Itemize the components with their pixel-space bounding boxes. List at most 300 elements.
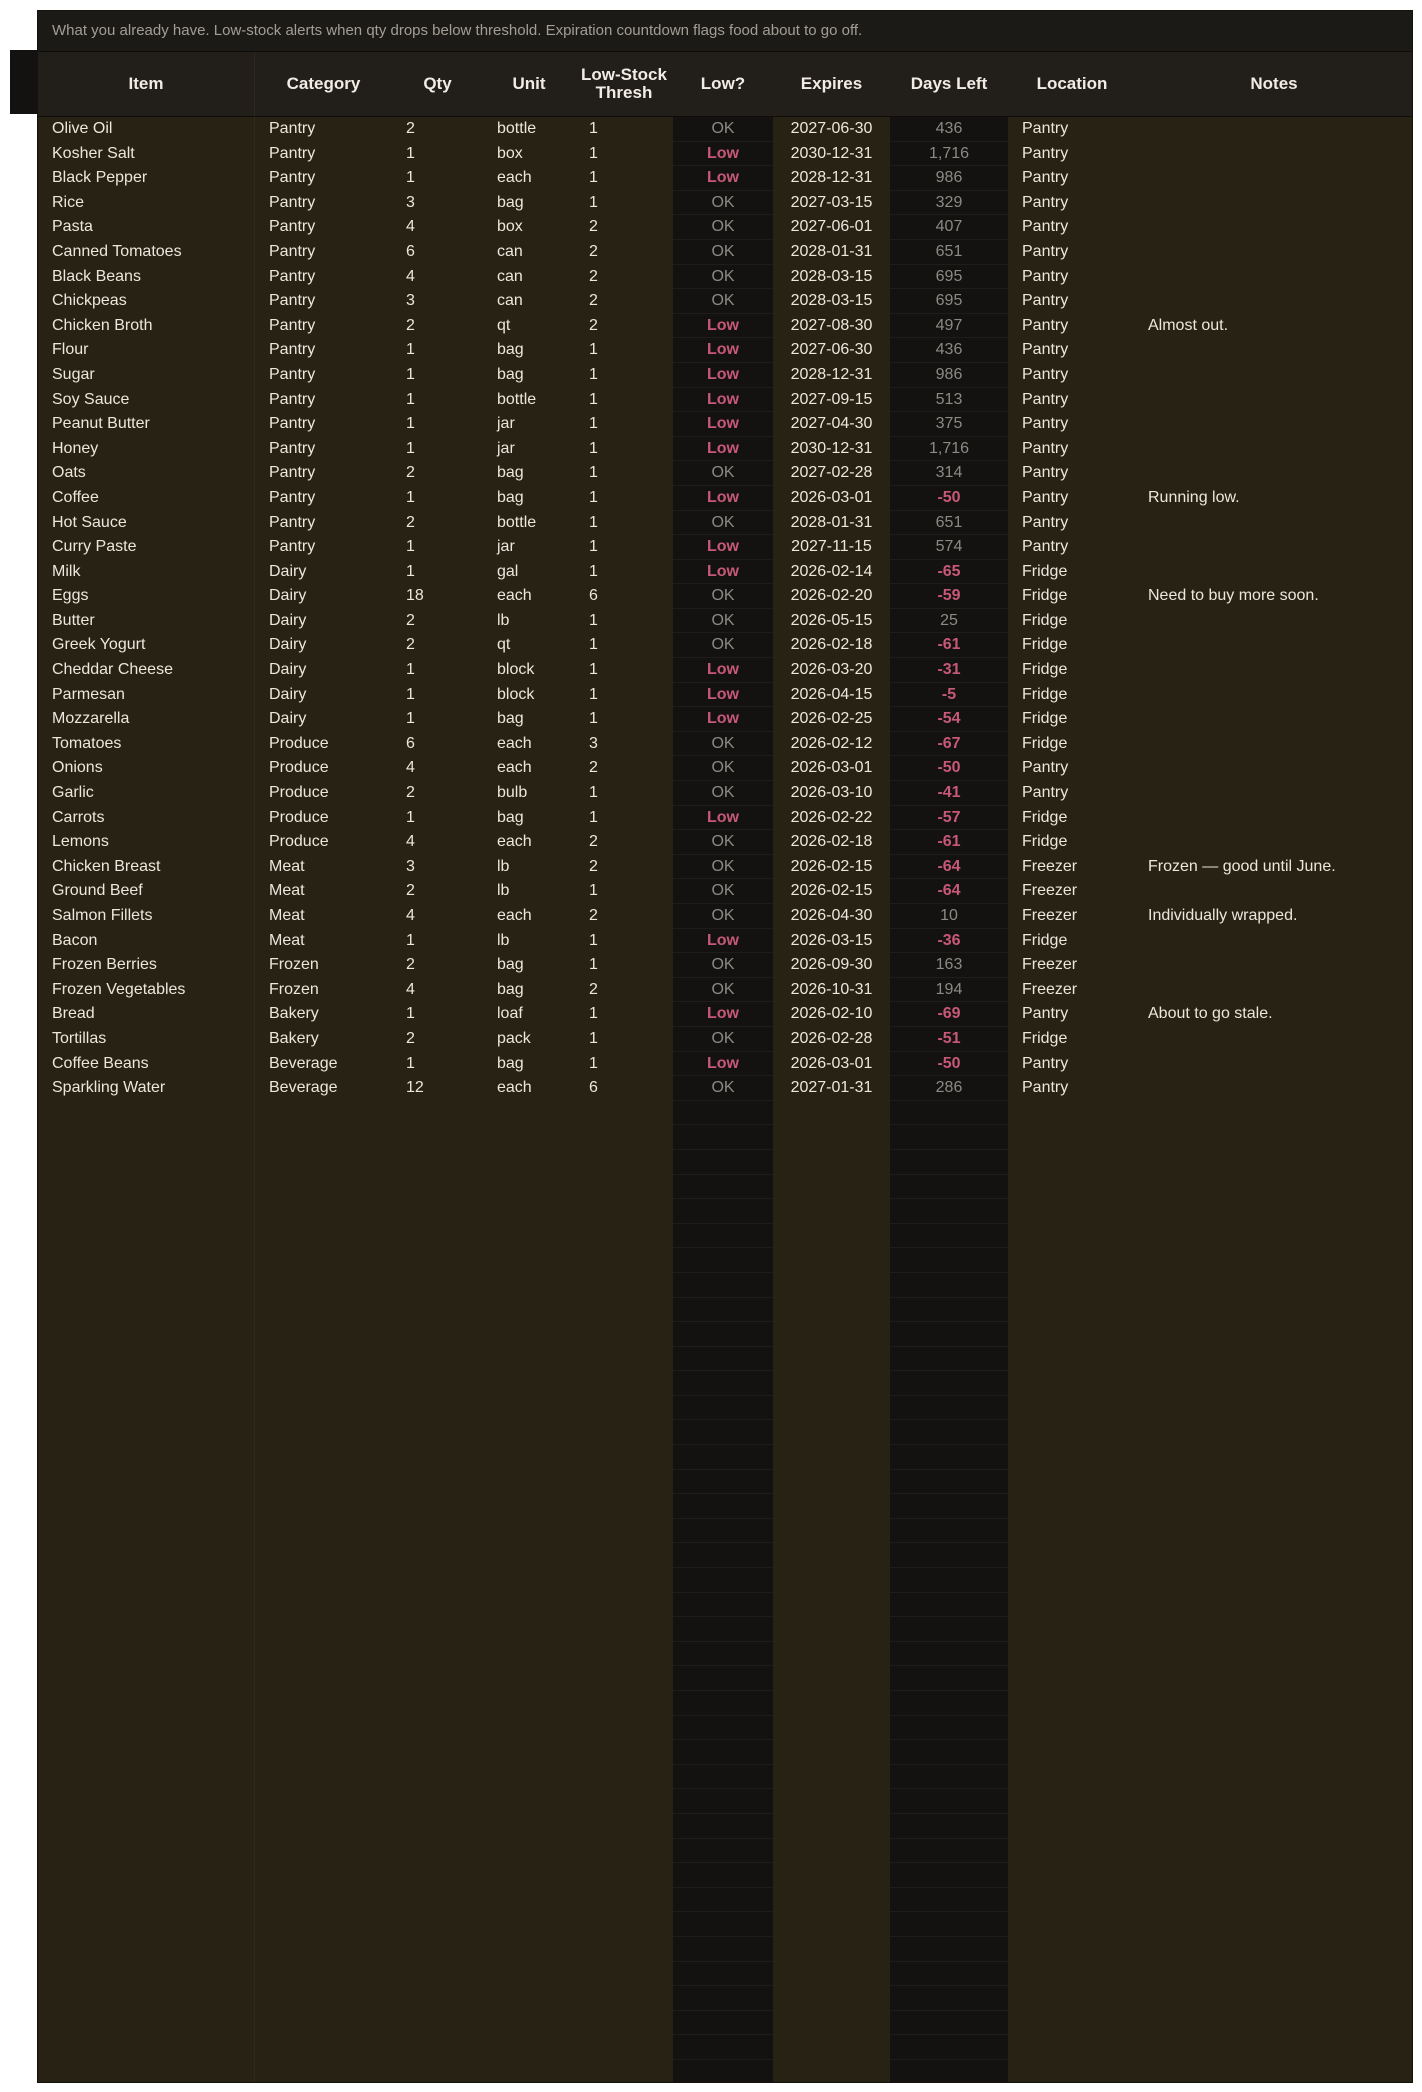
cell-days-left[interactable]: -41: [890, 781, 1008, 806]
cell-unit-empty[interactable]: [483, 1224, 575, 1249]
cell-category-empty[interactable]: [255, 1175, 392, 1200]
cell-notes-empty[interactable]: [1136, 1593, 1412, 1618]
cell-days-left[interactable]: -69: [890, 1002, 1008, 1027]
cell-location-empty[interactable]: [1008, 1445, 1136, 1470]
cell-low-flag[interactable]: OK: [673, 191, 773, 216]
cell-days-left-empty[interactable]: [890, 1224, 1008, 1249]
cell-notes[interactable]: Need to buy more soon.: [1148, 587, 1319, 605]
empty-row[interactable]: [38, 1568, 1412, 1593]
cell-unit-empty[interactable]: [483, 1298, 575, 1323]
empty-row[interactable]: [38, 2060, 1412, 2083]
cell-notes[interactable]: [1136, 830, 1412, 855]
table-row[interactable]: [38, 1076, 1412, 1101]
cell-item-empty[interactable]: [38, 1125, 255, 1150]
cell-unit-empty[interactable]: [483, 1568, 575, 1593]
cell-days-left-empty[interactable]: [890, 1765, 1008, 1790]
cell-category-empty[interactable]: [255, 1568, 392, 1593]
table-row[interactable]: [38, 338, 1412, 363]
cell-notes[interactable]: [1136, 388, 1412, 413]
cell-days-left-empty[interactable]: [890, 1519, 1008, 1544]
table-row[interactable]: [38, 609, 1412, 634]
cell-threshold-empty[interactable]: [575, 1298, 673, 1323]
cell-expires[interactable]: 2026-02-15: [790, 882, 873, 900]
cell-notes-empty[interactable]: [1136, 1273, 1412, 1298]
cell-notes[interactable]: [1136, 338, 1412, 363]
cell-location-empty[interactable]: [1008, 1150, 1136, 1175]
cell-days-left-empty[interactable]: [890, 1494, 1008, 1519]
cell-threshold[interactable]: 1: [589, 341, 598, 359]
cell-threshold-empty[interactable]: [575, 1347, 673, 1372]
cell-unit[interactable]: lb: [497, 611, 510, 629]
cell-low-flag-empty[interactable]: [673, 1125, 773, 1150]
cell-expires-empty[interactable]: [773, 1642, 890, 1667]
cell-expires-empty[interactable]: [773, 1986, 890, 2011]
cell-expires-empty[interactable]: [773, 1814, 890, 1839]
cell-location-empty[interactable]: [1008, 1494, 1136, 1519]
cell-item[interactable]: Cheddar Cheese: [38, 658, 255, 683]
cell-expires[interactable]: 2028-03-15: [790, 292, 873, 310]
cell-notes[interactable]: [1136, 978, 1412, 1003]
cell-threshold[interactable]: 1: [589, 685, 598, 703]
cell-threshold[interactable]: 6: [589, 1079, 598, 1097]
cell-qty-empty[interactable]: [392, 1273, 483, 1298]
cell-qty[interactable]: 1: [406, 808, 415, 826]
cell-notes[interactable]: [1136, 142, 1412, 167]
cell-category[interactable]: Produce: [269, 833, 329, 851]
cell-threshold-empty[interactable]: [575, 1962, 673, 1987]
cell-low-flag-empty[interactable]: [673, 1912, 773, 1937]
cell-unit-empty[interactable]: [483, 1420, 575, 1445]
cell-low-flag-empty[interactable]: [673, 2035, 773, 2060]
cell-notes-empty[interactable]: [1136, 1568, 1412, 1593]
cell-notes-empty[interactable]: [1136, 1420, 1412, 1445]
cell-low-flag[interactable]: OK: [673, 855, 773, 880]
cell-days-left-empty[interactable]: [890, 1740, 1008, 1765]
cell-notes-empty[interactable]: [1136, 1298, 1412, 1323]
cell-expires-empty[interactable]: [773, 1371, 890, 1396]
cell-notes[interactable]: [1136, 412, 1412, 437]
cell-notes[interactable]: [1136, 683, 1412, 708]
cell-category[interactable]: Pantry: [269, 488, 316, 506]
cell-category-empty[interactable]: [255, 1716, 392, 1741]
cell-unit-empty[interactable]: [483, 1347, 575, 1372]
cell-expires-empty[interactable]: [773, 1470, 890, 1495]
cell-category-empty[interactable]: [255, 1642, 392, 1667]
cell-qty-empty[interactable]: [392, 1125, 483, 1150]
cell-item[interactable]: Honey: [38, 437, 255, 462]
cell-days-left[interactable]: 986: [890, 363, 1008, 388]
cell-expires[interactable]: 2026-04-30: [790, 907, 873, 924]
cell-location[interactable]: Fridge: [1022, 931, 1068, 949]
cell-location-empty[interactable]: [1008, 1101, 1136, 1126]
cell-threshold[interactable]: 1: [589, 1029, 598, 1047]
cell-location[interactable]: Pantry: [1022, 513, 1069, 531]
cell-expires-empty[interactable]: [773, 1445, 890, 1470]
cell-qty-empty[interactable]: [392, 1494, 483, 1519]
cell-category-empty[interactable]: [255, 1445, 392, 1470]
cell-unit-empty[interactable]: [483, 1248, 575, 1273]
cell-unit-empty[interactable]: [483, 1937, 575, 1962]
cell-low-flag[interactable]: Low: [673, 412, 773, 437]
cell-location[interactable]: Fridge: [1022, 661, 1068, 679]
cell-location-empty[interactable]: [1008, 1593, 1136, 1618]
cell-unit[interactable]: each: [497, 759, 532, 777]
cell-expires-empty[interactable]: [773, 1347, 890, 1372]
cell-threshold-empty[interactable]: [575, 2011, 673, 2036]
cell-location[interactable]: Fridge: [1022, 685, 1068, 703]
cell-notes-empty[interactable]: [1136, 1543, 1412, 1568]
cell-low-flag[interactable]: Low: [673, 535, 773, 560]
empty-row[interactable]: [38, 1814, 1412, 1839]
cell-item-empty[interactable]: [38, 1863, 255, 1888]
table-row[interactable]: [38, 633, 1412, 658]
cell-category[interactable]: Pantry: [269, 242, 316, 260]
cell-threshold[interactable]: 1: [589, 488, 598, 506]
cell-item-empty[interactable]: [38, 1593, 255, 1618]
table-row[interactable]: [38, 363, 1412, 388]
cell-category-empty[interactable]: [255, 2035, 392, 2060]
cell-category-empty[interactable]: [255, 1224, 392, 1249]
cell-low-flag-empty[interactable]: [673, 1888, 773, 1913]
cell-location[interactable]: Pantry: [1022, 169, 1069, 187]
cell-notes-empty[interactable]: [1136, 1962, 1412, 1987]
cell-threshold[interactable]: 1: [589, 365, 598, 383]
cell-unit[interactable]: bag: [497, 341, 524, 359]
empty-row[interactable]: [38, 1322, 1412, 1347]
cell-low-flag[interactable]: Low: [673, 1052, 773, 1077]
empty-row[interactable]: [38, 1445, 1412, 1470]
cell-location[interactable]: Pantry: [1022, 415, 1069, 433]
cell-unit-empty[interactable]: [483, 1396, 575, 1421]
cell-low-flag[interactable]: OK: [673, 1027, 773, 1052]
col-header-location[interactable]: Location: [1036, 74, 1108, 93]
cell-days-left-empty[interactable]: [890, 1396, 1008, 1421]
cell-notes-empty[interactable]: [1136, 1863, 1412, 1888]
cell-category-empty[interactable]: [255, 2060, 392, 2083]
cell-qty[interactable]: 1: [406, 562, 415, 580]
cell-qty-empty[interactable]: [392, 1470, 483, 1495]
empty-row[interactable]: [38, 1912, 1412, 1937]
cell-low-flag-empty[interactable]: [673, 1298, 773, 1323]
cell-item-empty[interactable]: [38, 1199, 255, 1224]
cell-notes[interactable]: Individually wrapped.: [1148, 907, 1298, 924]
cell-notes-empty[interactable]: [1136, 1937, 1412, 1962]
cell-item-empty[interactable]: [38, 1494, 255, 1519]
cell-category[interactable]: Dairy: [269, 661, 307, 679]
cell-low-flag[interactable]: Low: [673, 486, 773, 511]
table-row[interactable]: [38, 412, 1412, 437]
cell-qty[interactable]: 3: [406, 292, 415, 310]
cell-threshold[interactable]: 1: [589, 784, 598, 802]
cell-location-empty[interactable]: [1008, 1740, 1136, 1765]
cell-item-empty[interactable]: [38, 1912, 255, 1937]
cell-location-empty[interactable]: [1008, 1617, 1136, 1642]
cell-threshold[interactable]: 1: [589, 661, 598, 679]
cell-days-left-empty[interactable]: [890, 1347, 1008, 1372]
cell-qty[interactable]: 18: [406, 587, 424, 605]
cell-days-left[interactable]: -31: [890, 658, 1008, 683]
cell-expires[interactable]: 2027-08-30: [790, 316, 873, 334]
cell-expires[interactable]: 2027-01-31: [790, 1079, 873, 1097]
cell-threshold-empty[interactable]: [575, 1691, 673, 1716]
cell-category-empty[interactable]: [255, 1101, 392, 1126]
cell-days-left[interactable]: 986: [890, 166, 1008, 191]
cell-qty[interactable]: 3: [406, 193, 415, 211]
cell-qty[interactable]: 3: [406, 857, 415, 875]
cell-threshold-empty[interactable]: [575, 1765, 673, 1790]
cell-low-flag[interactable]: OK: [673, 289, 773, 314]
cell-threshold[interactable]: 1: [589, 956, 598, 974]
cell-days-left[interactable]: 10: [890, 904, 1008, 929]
cell-unit[interactable]: bottle: [497, 513, 537, 531]
cell-notes[interactable]: [1136, 560, 1412, 585]
cell-notes[interactable]: [1136, 535, 1412, 560]
cell-notes[interactable]: [1136, 732, 1412, 757]
cell-expires-empty[interactable]: [773, 1494, 890, 1519]
cell-expires[interactable]: 2026-03-10: [790, 784, 873, 802]
cell-category-empty[interactable]: [255, 1371, 392, 1396]
cell-qty[interactable]: 1: [406, 685, 415, 703]
table-row[interactable]: [38, 1027, 1412, 1052]
cell-days-left[interactable]: 651: [890, 240, 1008, 265]
cell-days-left-empty[interactable]: [890, 1691, 1008, 1716]
cell-item-empty[interactable]: [38, 1986, 255, 2011]
cell-category-empty[interactable]: [255, 1986, 392, 2011]
cell-location-empty[interactable]: [1008, 1298, 1136, 1323]
cell-expires[interactable]: 2028-12-31: [790, 169, 873, 187]
cell-category[interactable]: Dairy: [269, 710, 307, 728]
cell-category[interactable]: Produce: [269, 808, 329, 826]
cell-unit-empty[interactable]: [483, 1371, 575, 1396]
cell-notes-empty[interactable]: [1136, 1912, 1412, 1937]
cell-threshold[interactable]: 3: [589, 734, 598, 752]
cell-expires-empty[interactable]: [773, 1863, 890, 1888]
cell-item[interactable]: Canned Tomatoes: [38, 240, 255, 265]
cell-item[interactable]: Onions: [38, 756, 255, 781]
cell-expires[interactable]: 2026-09-30: [790, 956, 873, 974]
cell-qty-empty[interactable]: [392, 1445, 483, 1470]
cell-expires[interactable]: 2028-01-31: [790, 513, 873, 531]
cell-low-flag[interactable]: OK: [673, 879, 773, 904]
cell-notes[interactable]: [1136, 289, 1412, 314]
cell-notes-empty[interactable]: [1136, 1494, 1412, 1519]
cell-unit[interactable]: bag: [497, 808, 524, 826]
cell-notes[interactable]: [1136, 1052, 1412, 1077]
cell-qty-empty[interactable]: [392, 1666, 483, 1691]
cell-location[interactable]: Pantry: [1022, 292, 1069, 310]
cell-days-left[interactable]: -59: [890, 584, 1008, 609]
cell-qty[interactable]: 6: [406, 734, 415, 752]
cell-low-flag-empty[interactable]: [673, 1420, 773, 1445]
cell-location-empty[interactable]: [1008, 1839, 1136, 1864]
cell-unit[interactable]: qt: [497, 636, 511, 654]
cell-qty-empty[interactable]: [392, 1839, 483, 1864]
cell-qty-empty[interactable]: [392, 1863, 483, 1888]
cell-item[interactable]: Kosher Salt: [38, 142, 255, 167]
cell-notes[interactable]: [1136, 658, 1412, 683]
cell-qty[interactable]: 4: [406, 833, 415, 851]
cell-low-flag[interactable]: Low: [673, 388, 773, 413]
cell-location-empty[interactable]: [1008, 1420, 1136, 1445]
cell-location-empty[interactable]: [1008, 1814, 1136, 1839]
cell-qty-empty[interactable]: [392, 1322, 483, 1347]
cell-low-flag[interactable]: Low: [673, 560, 773, 585]
cell-location[interactable]: Pantry: [1022, 1005, 1069, 1023]
cell-category-empty[interactable]: [255, 1248, 392, 1273]
cell-days-left-empty[interactable]: [890, 1568, 1008, 1593]
cell-item-empty[interactable]: [38, 1568, 255, 1593]
cell-expires[interactable]: 2026-03-15: [790, 931, 873, 949]
cell-threshold[interactable]: 1: [589, 611, 598, 629]
cell-threshold-empty[interactable]: [575, 1322, 673, 1347]
cell-unit[interactable]: jar: [497, 415, 515, 433]
cell-expires-empty[interactable]: [773, 1420, 890, 1445]
cell-low-flag-empty[interactable]: [673, 1101, 773, 1126]
cell-unit[interactable]: bag: [497, 956, 524, 974]
cell-expires[interactable]: 2026-02-20: [790, 587, 873, 605]
cell-qty-empty[interactable]: [392, 1617, 483, 1642]
cell-unit[interactable]: qt: [497, 316, 511, 334]
cell-threshold[interactable]: 2: [589, 316, 598, 334]
cell-notes-empty[interactable]: [1136, 1199, 1412, 1224]
cell-unit-empty[interactable]: [483, 1912, 575, 1937]
cell-threshold[interactable]: 1: [589, 931, 598, 949]
cell-threshold-empty[interactable]: [575, 1224, 673, 1249]
cell-item[interactable]: Lemons: [38, 830, 255, 855]
cell-category-empty[interactable]: [255, 1199, 392, 1224]
cell-item-empty[interactable]: [38, 2011, 255, 2036]
cell-threshold-empty[interactable]: [575, 1716, 673, 1741]
cell-notes[interactable]: [1136, 437, 1412, 462]
cell-qty-empty[interactable]: [392, 1420, 483, 1445]
cell-expires[interactable]: 2030-12-31: [790, 439, 873, 457]
cell-notes[interactable]: About to go stale.: [1148, 1005, 1273, 1023]
cell-threshold-empty[interactable]: [575, 2060, 673, 2083]
cell-days-left[interactable]: 314: [890, 461, 1008, 486]
cell-category[interactable]: Pantry: [269, 365, 316, 383]
cell-threshold[interactable]: 1: [589, 710, 598, 728]
cell-expires[interactable]: 2028-01-31: [790, 242, 873, 260]
cell-unit[interactable]: bag: [497, 464, 524, 482]
cell-item[interactable]: Soy Sauce: [38, 388, 255, 413]
cell-location-empty[interactable]: [1008, 1691, 1136, 1716]
cell-item[interactable]: Black Pepper: [38, 166, 255, 191]
cell-threshold-empty[interactable]: [575, 1789, 673, 1814]
cell-days-left-empty[interactable]: [890, 1273, 1008, 1298]
cell-low-flag[interactable]: OK: [673, 633, 773, 658]
cell-category[interactable]: Pantry: [269, 316, 316, 334]
empty-row[interactable]: [38, 1248, 1412, 1273]
cell-category-empty[interactable]: [255, 1937, 392, 1962]
cell-item-empty[interactable]: [38, 1666, 255, 1691]
cell-category-empty[interactable]: [255, 1150, 392, 1175]
cell-threshold[interactable]: 1: [589, 193, 598, 211]
cell-category[interactable]: Meat: [269, 907, 305, 924]
cell-threshold[interactable]: 1: [589, 1054, 598, 1072]
cell-category-empty[interactable]: [255, 1470, 392, 1495]
cell-qty[interactable]: 4: [406, 759, 415, 777]
cell-qty[interactable]: 4: [406, 980, 415, 998]
cell-location[interactable]: Fridge: [1022, 636, 1068, 654]
cell-qty-empty[interactable]: [392, 1740, 483, 1765]
cell-category[interactable]: Pantry: [269, 390, 316, 408]
cell-low-flag-empty[interactable]: [673, 1617, 773, 1642]
cell-qty-empty[interactable]: [392, 1716, 483, 1741]
cell-days-left-empty[interactable]: [890, 1962, 1008, 1987]
cell-expires[interactable]: 2028-12-31: [790, 365, 873, 383]
cell-item[interactable]: Ground Beef: [38, 879, 255, 904]
cell-unit[interactable]: lb: [497, 931, 510, 949]
cell-category[interactable]: Pantry: [269, 144, 316, 162]
cell-unit[interactable]: each: [497, 833, 532, 851]
cell-days-left-empty[interactable]: [890, 1888, 1008, 1913]
cell-low-flag-empty[interactable]: [673, 1248, 773, 1273]
cell-unit-empty[interactable]: [483, 2035, 575, 2060]
cell-unit[interactable]: lb: [497, 882, 510, 900]
cell-expires-empty[interactable]: [773, 1224, 890, 1249]
cell-location[interactable]: Pantry: [1022, 439, 1069, 457]
cell-notes-empty[interactable]: [1136, 1765, 1412, 1790]
cell-qty-empty[interactable]: [392, 1519, 483, 1544]
cell-low-flag-empty[interactable]: [673, 1371, 773, 1396]
cell-low-flag[interactable]: Low: [673, 658, 773, 683]
cell-category[interactable]: Pantry: [269, 292, 316, 310]
cell-low-flag-empty[interactable]: [673, 2060, 773, 2083]
cell-unit-empty[interactable]: [483, 1175, 575, 1200]
empty-row[interactable]: [38, 1642, 1412, 1667]
cell-threshold-empty[interactable]: [575, 1986, 673, 2011]
cell-qty-empty[interactable]: [392, 1543, 483, 1568]
empty-row[interactable]: [38, 1150, 1412, 1175]
cell-threshold-empty[interactable]: [575, 1740, 673, 1765]
table-row[interactable]: [38, 314, 1412, 339]
cell-expires[interactable]: 2027-04-30: [790, 415, 873, 433]
cell-item[interactable]: Sparkling Water: [38, 1076, 255, 1101]
cell-notes[interactable]: [1136, 879, 1412, 904]
cell-days-left-empty[interactable]: [890, 1298, 1008, 1323]
cell-qty-empty[interactable]: [392, 1691, 483, 1716]
cell-threshold-empty[interactable]: [575, 1199, 673, 1224]
cell-days-left-empty[interactable]: [890, 2060, 1008, 2083]
cell-threshold[interactable]: 1: [589, 636, 598, 654]
cell-days-left-empty[interactable]: [890, 1420, 1008, 1445]
empty-row[interactable]: [38, 1593, 1412, 1618]
cell-days-left[interactable]: -61: [890, 830, 1008, 855]
cell-threshold[interactable]: 1: [589, 144, 598, 162]
cell-unit[interactable]: can: [497, 267, 523, 285]
cell-category[interactable]: Produce: [269, 734, 329, 752]
cell-qty-empty[interactable]: [392, 2011, 483, 2036]
cell-notes-empty[interactable]: [1136, 1175, 1412, 1200]
cell-low-flag-empty[interactable]: [673, 1470, 773, 1495]
cell-low-flag-empty[interactable]: [673, 1396, 773, 1421]
empty-row[interactable]: [38, 1175, 1412, 1200]
cell-notes-empty[interactable]: [1136, 1445, 1412, 1470]
cell-qty[interactable]: 1: [406, 1005, 415, 1023]
cell-threshold-empty[interactable]: [575, 1396, 673, 1421]
cell-low-flag-empty[interactable]: [673, 1175, 773, 1200]
cell-expires[interactable]: 2026-02-15: [790, 857, 873, 875]
cell-days-left[interactable]: -64: [890, 855, 1008, 880]
cell-item-empty[interactable]: [38, 1519, 255, 1544]
cell-location-empty[interactable]: [1008, 2060, 1136, 2083]
cell-item[interactable]: Bacon: [38, 929, 255, 954]
table-row[interactable]: [38, 486, 1412, 511]
cell-unit[interactable]: lb: [497, 857, 510, 875]
cell-low-flag[interactable]: Low: [673, 437, 773, 462]
cell-days-left[interactable]: -36: [890, 929, 1008, 954]
cell-location[interactable]: Pantry: [1022, 242, 1069, 260]
